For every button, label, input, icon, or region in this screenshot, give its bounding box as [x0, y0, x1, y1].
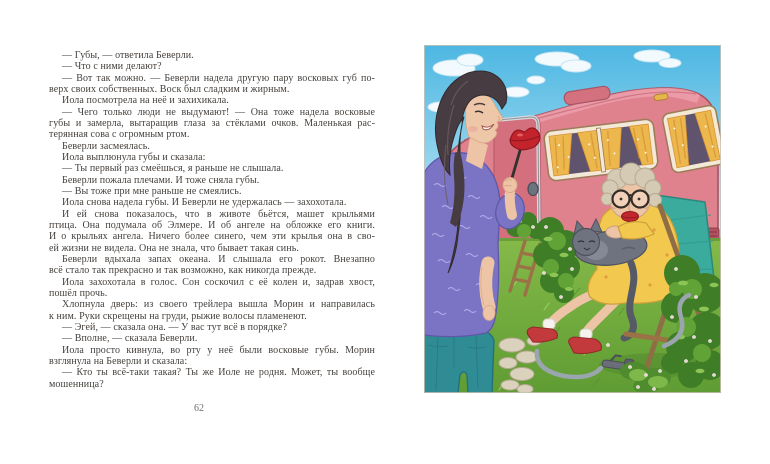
- text-line: — Чего только люди не выдумают! — Она тоже надела восковые: [62, 106, 375, 118]
- text-line: Иола посмотрела на неё и захихикала.: [62, 95, 229, 107]
- text-line: Беверли вдыхала запах океана. И слышала его рокот. Внезапно: [62, 253, 375, 265]
- text-line: птица. Она подумала об Элмере. И об ангеле на обложке его книги.: [49, 219, 375, 231]
- text-line: — Вы тоже при мне раньше не смеялись.: [62, 185, 242, 197]
- text-line: всё стало так прекрасно и так возможно, как никогда прежде.: [49, 265, 317, 277]
- text-line: Иола просто кивнула, во рту у неё были восковые губы. Морин: [62, 344, 375, 356]
- text-line: верх своих собственных. Воск был сладким и жирным.: [49, 83, 290, 95]
- text-line: Хлопнула дверь: из своего трейлера вышла Морин и направилась: [62, 299, 375, 311]
- text-line: И о крыльях ангела. Ничего более синего, чем эти крылья она в сво-: [49, 231, 375, 243]
- text-line: И ей снова показалось, что в животе бьётся, машет крыльями: [62, 208, 375, 220]
- page-number: 62: [194, 403, 204, 414]
- text-line: — Кто ты всё-таки такая? Ты же Иоле не родня. Может, ты вообще: [62, 367, 375, 379]
- text-line: Иола выплюнула губы и сказала:: [62, 151, 206, 163]
- text-line: — Вполне, — сказала Беверли.: [62, 333, 198, 345]
- text-line: мошенница?: [49, 378, 104, 390]
- text-line: — Эгей, — сказала она. — У вас тут всё в порядке?: [62, 321, 287, 333]
- text-line: Беверли засмеялась.: [62, 140, 151, 152]
- text-line: Иола захохотала в голос. Сон соскочил с её колен и, задрав хвост,: [62, 276, 375, 288]
- text-line: Иола снова надела губы. И Беверли не удержалась — захохотала.: [62, 197, 347, 209]
- text-line: — Ты первый раз смеёшься, я раньше не слышала.: [62, 163, 284, 175]
- text-line: пошёл прочь.: [49, 287, 108, 299]
- text-line: взглянула на Беверли и сказала:: [49, 355, 188, 367]
- book-illustration: [424, 45, 721, 393]
- text-line: — Что с ними делают?: [62, 61, 162, 73]
- text-line: к ним. Руки скрещены на груди, рыжие волосы пламенеют.: [49, 310, 307, 322]
- text-line: — Вот так можно. — Беверли надела другую пару восковых губ по-: [62, 72, 375, 84]
- text-line: Беверли пожала плечами. И тоже сняла губы.: [62, 174, 260, 186]
- text-block: [49, 50, 375, 390]
- text-line: — Губы, — ответила Беверли.: [62, 50, 194, 61]
- text-line: ей жизни не видела. Она не знала, что бывает такая синь.: [49, 242, 299, 254]
- text-line: губы и замерла, вытаращив глаза за стёклами очков. Маленькая рас-: [49, 117, 375, 129]
- text-line: терянная сова с огромным ртом.: [49, 129, 190, 141]
